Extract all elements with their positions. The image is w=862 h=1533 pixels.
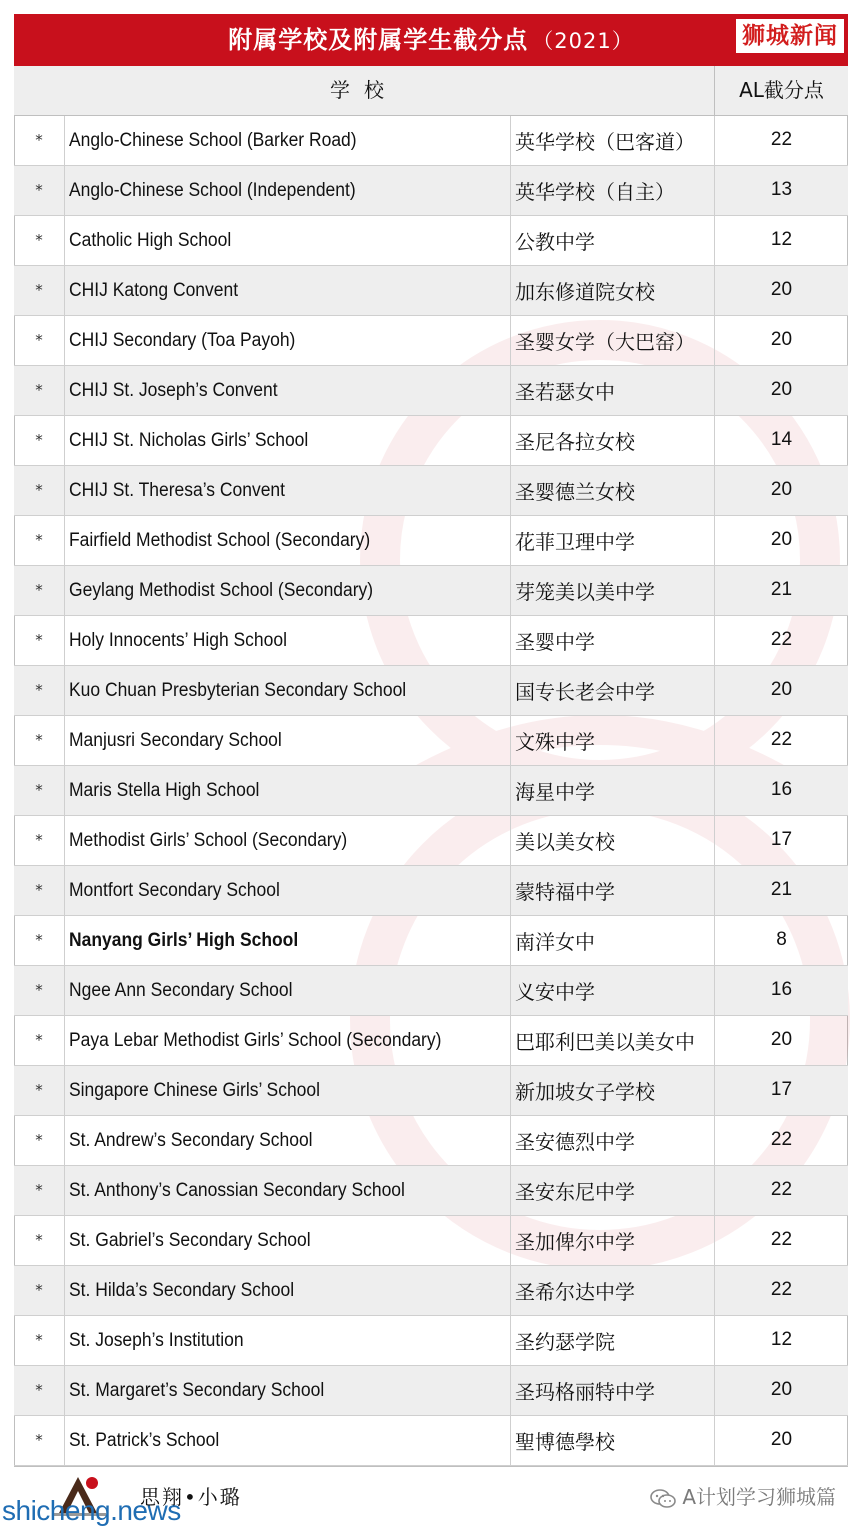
al-cutoff-value: 20	[770, 1429, 793, 1450]
school-name-english	[65, 716, 511, 765]
table-row	[14, 766, 848, 816]
table-header	[14, 66, 848, 116]
school-name-english-text: St. Andrew’s Secondary School	[69, 1130, 313, 1151]
school-name-chinese: 英华学校（巴客道）	[511, 116, 715, 165]
school-name-chinese: 蒙特福中学	[511, 866, 715, 915]
school-name-english-text: St. Patrick’s School	[69, 1430, 220, 1451]
row-marker: *	[14, 1116, 65, 1165]
school-name-english	[65, 1266, 511, 1315]
table-row	[14, 966, 848, 1016]
row-marker: *	[14, 116, 65, 165]
school-name-chinese: 花菲卫理中学	[511, 516, 715, 565]
school-name-english-text: Catholic High School	[69, 230, 232, 251]
row-marker: *	[14, 316, 65, 365]
table-row	[14, 1166, 848, 1216]
table-row	[14, 316, 848, 366]
school-name-chinese: 文殊中学	[511, 716, 715, 765]
school-name-english-text: Anglo-Chinese School (Barker Road)	[69, 130, 357, 151]
row-marker: *	[14, 1416, 65, 1465]
al-cutoff-value: 20	[770, 1379, 793, 1400]
al-cutoff-value: 16	[770, 979, 793, 1000]
row-marker: *	[14, 1216, 65, 1265]
school-name-english-text: Nanyang Girls’ High School	[69, 930, 299, 951]
row-marker: *	[14, 1066, 65, 1115]
al-cutoff-value: 13	[770, 179, 793, 200]
school-name-chinese: 公教中学	[511, 216, 715, 265]
row-marker: *	[14, 1166, 65, 1215]
table-row	[14, 166, 848, 216]
school-name-english	[65, 666, 511, 715]
row-marker: *	[14, 966, 65, 1015]
al-cutoff-value: 22	[770, 1279, 793, 1300]
school-name-chinese: 圣婴中学	[511, 616, 715, 665]
table-row	[14, 1316, 848, 1366]
school-name-chinese: 美以美女校	[511, 816, 715, 865]
table-row	[14, 666, 848, 716]
row-marker: *	[14, 1366, 65, 1415]
table-row	[14, 566, 848, 616]
row-marker: *	[14, 166, 65, 215]
school-name-chinese: 海星中学	[511, 766, 715, 815]
table-body	[14, 116, 848, 1466]
school-name-english-text: Holy Innocents’ High School	[69, 630, 287, 651]
school-name-chinese: 国专长老会中学	[511, 666, 715, 715]
row-marker: *	[14, 266, 65, 315]
al-cutoff-value: 12	[770, 229, 793, 250]
school-name-english-text: CHIJ St. Nicholas Girls’ School	[69, 430, 309, 451]
al-cutoff-value: 22	[770, 1129, 793, 1150]
school-name-chinese: 圣加俾尔中学	[511, 1216, 715, 1265]
al-cutoff-value: 17	[770, 1079, 793, 1100]
header-al-cutoff: AL截分点	[739, 78, 824, 102]
school-name-english	[65, 1116, 511, 1165]
al-cutoff-value: 14	[770, 429, 793, 450]
table-row	[14, 266, 848, 316]
school-name-english	[65, 866, 511, 915]
wechat-account	[650, 1481, 836, 1510]
school-name-english-text: Singapore Chinese Girls’ School	[69, 1080, 321, 1101]
table-row	[14, 216, 848, 266]
al-cutoff-value: 20	[770, 279, 793, 300]
row-marker: *	[14, 1266, 65, 1315]
al-cutoff-value: 22	[770, 129, 793, 150]
school-name-english	[65, 1416, 511, 1465]
al-cutoff-value: 22	[770, 1179, 793, 1200]
table-row	[14, 1266, 848, 1316]
al-cutoff-value: 17	[770, 829, 793, 850]
table-row	[14, 1016, 848, 1066]
school-name-chinese: 新加坡女子学校	[511, 1066, 715, 1115]
table-row	[14, 716, 848, 766]
school-name-english	[65, 1066, 511, 1115]
table-row	[14, 1416, 848, 1466]
row-marker: *	[14, 416, 65, 465]
school-name-english-text: St. Margaret’s Secondary School	[69, 1380, 325, 1401]
footer-signature: 思翔•小璐	[140, 1485, 242, 1509]
al-cutoff-value: 8	[776, 929, 787, 950]
school-name-english-text: St. Hilda’s Secondary School	[69, 1280, 295, 1301]
school-name-english	[65, 1166, 511, 1215]
school-name-english-text: Anglo-Chinese School (Independent)	[69, 180, 356, 201]
table-row	[14, 516, 848, 566]
site-watermark: shicheng.news	[2, 1495, 181, 1526]
school-name-english-text: CHIJ St. Theresa’s Convent	[69, 480, 286, 501]
school-name-english-text: St. Anthony’s Canossian Secondary School	[69, 1180, 405, 1201]
row-marker: *	[14, 1016, 65, 1065]
row-marker: *	[14, 916, 65, 965]
school-name-english-text: Fairfield Methodist School (Secondary)	[69, 530, 371, 551]
al-cutoff-value: 20	[770, 1029, 793, 1050]
row-marker: *	[14, 466, 65, 515]
al-cutoff-value: 20	[770, 479, 793, 500]
wechat-icon	[650, 1488, 676, 1510]
school-name-english	[65, 766, 511, 815]
al-cutoff-value: 20	[770, 529, 793, 550]
row-marker: *	[14, 766, 65, 815]
school-name-english	[65, 316, 511, 365]
table-row	[14, 916, 848, 966]
school-name-english-text: Methodist Girls’ School (Secondary)	[69, 830, 348, 851]
al-cutoff-value: 22	[770, 1229, 793, 1250]
school-name-english	[65, 466, 511, 515]
header-school: 学校	[14, 66, 715, 115]
table-row	[14, 1116, 848, 1166]
school-name-english-text: Paya Lebar Methodist Girls’ School (Secondary)	[69, 1030, 442, 1051]
school-name-chinese: 南洋女中	[511, 916, 715, 965]
school-name-chinese: 圣若瑟女中	[511, 366, 715, 415]
row-marker: *	[14, 566, 65, 615]
school-name-english	[65, 266, 511, 315]
school-name-english	[65, 166, 511, 215]
wechat-account-name: A计划学习狮城篇	[682, 1485, 836, 1509]
al-cutoff-value: 12	[770, 1329, 793, 1350]
school-name-english	[65, 516, 511, 565]
school-name-english-text: CHIJ St. Joseph’s Convent	[69, 380, 278, 401]
school-name-english-text: St. Gabriel’s Secondary School	[69, 1230, 311, 1251]
school-name-chinese: 英华学校（自主）	[511, 166, 715, 215]
title-bar	[14, 14, 848, 66]
school-name-chinese: 聖博德學校	[511, 1416, 715, 1465]
row-marker: *	[14, 366, 65, 415]
school-name-english-text: Geylang Methodist School (Secondary)	[69, 580, 374, 601]
school-name-chinese: 圣尼各拉女校	[511, 416, 715, 465]
school-name-english-text: Ngee Ann Secondary School	[69, 980, 293, 1001]
school-name-english-text: St. Joseph’s Institution	[69, 1330, 244, 1351]
table-row	[14, 816, 848, 866]
school-name-english	[65, 816, 511, 865]
school-name-english	[65, 1316, 511, 1365]
row-marker: *	[14, 666, 65, 715]
school-name-english-text: CHIJ Secondary (Toa Payoh)	[69, 330, 296, 351]
school-name-english	[65, 1216, 511, 1265]
school-name-chinese: 圣婴德兰女校	[511, 466, 715, 515]
school-name-chinese: 加东修道院女校	[511, 266, 715, 315]
school-name-english	[65, 416, 511, 465]
school-name-english-text: Kuo Chuan Presbyterian Secondary School	[69, 680, 407, 701]
school-name-english-text: CHIJ Katong Convent	[69, 280, 239, 301]
school-name-english	[65, 116, 511, 165]
school-name-english	[65, 1016, 511, 1065]
table-row	[14, 1066, 848, 1116]
school-name-english-text: Manjusri Secondary School	[69, 730, 282, 751]
row-marker: *	[14, 716, 65, 765]
title-main: 附属学校及附属学生截分点	[228, 26, 529, 54]
table-row	[14, 466, 848, 516]
school-name-chinese: 义安中学	[511, 966, 715, 1015]
row-marker: *	[14, 216, 65, 265]
table-row	[14, 1366, 848, 1416]
al-cutoff-value: 20	[770, 379, 793, 400]
school-name-english	[65, 366, 511, 415]
school-name-chinese: 圣约瑟学院	[511, 1316, 715, 1365]
school-name-english-text: Montfort Secondary School	[69, 880, 280, 901]
table-row	[14, 116, 848, 166]
school-name-english-text: Maris Stella High School	[69, 780, 260, 801]
table-row	[14, 866, 848, 916]
school-name-chinese: 芽笼美以美中学	[511, 566, 715, 615]
row-marker: *	[14, 1316, 65, 1365]
brand-label: 狮城新闻	[736, 19, 844, 53]
al-cutoff-value: 22	[770, 729, 793, 750]
al-cutoff-value: 16	[770, 779, 793, 800]
table-row	[14, 616, 848, 666]
school-name-english	[65, 566, 511, 615]
al-cutoff-value: 21	[770, 579, 793, 600]
school-name-english	[65, 216, 511, 265]
school-name-english	[65, 966, 511, 1015]
school-name-chinese: 圣安德烈中学	[511, 1116, 715, 1165]
al-cutoff-value: 20	[770, 679, 793, 700]
table-row	[14, 416, 848, 466]
row-marker: *	[14, 866, 65, 915]
school-name-chinese: 圣安东尼中学	[511, 1166, 715, 1215]
school-name-english	[65, 916, 511, 965]
school-name-english	[65, 1366, 511, 1415]
row-marker: *	[14, 616, 65, 665]
school-name-chinese: 圣希尔达中学	[511, 1266, 715, 1315]
school-name-chinese: 巴耶利巴美以美女中	[511, 1016, 715, 1065]
al-cutoff-value: 22	[770, 629, 793, 650]
table-row	[14, 1216, 848, 1266]
table-row	[14, 366, 848, 416]
row-marker: *	[14, 816, 65, 865]
school-name-chinese: 圣婴女学（大巴窑）	[511, 316, 715, 365]
row-marker: *	[14, 516, 65, 565]
page-title	[14, 14, 848, 66]
school-name-chinese: 圣玛格丽特中学	[511, 1366, 715, 1415]
title-year: （2021）	[532, 29, 634, 53]
school-name-english	[65, 616, 511, 665]
al-cutoff-value: 21	[770, 879, 793, 900]
al-cutoff-value: 20	[770, 329, 793, 350]
